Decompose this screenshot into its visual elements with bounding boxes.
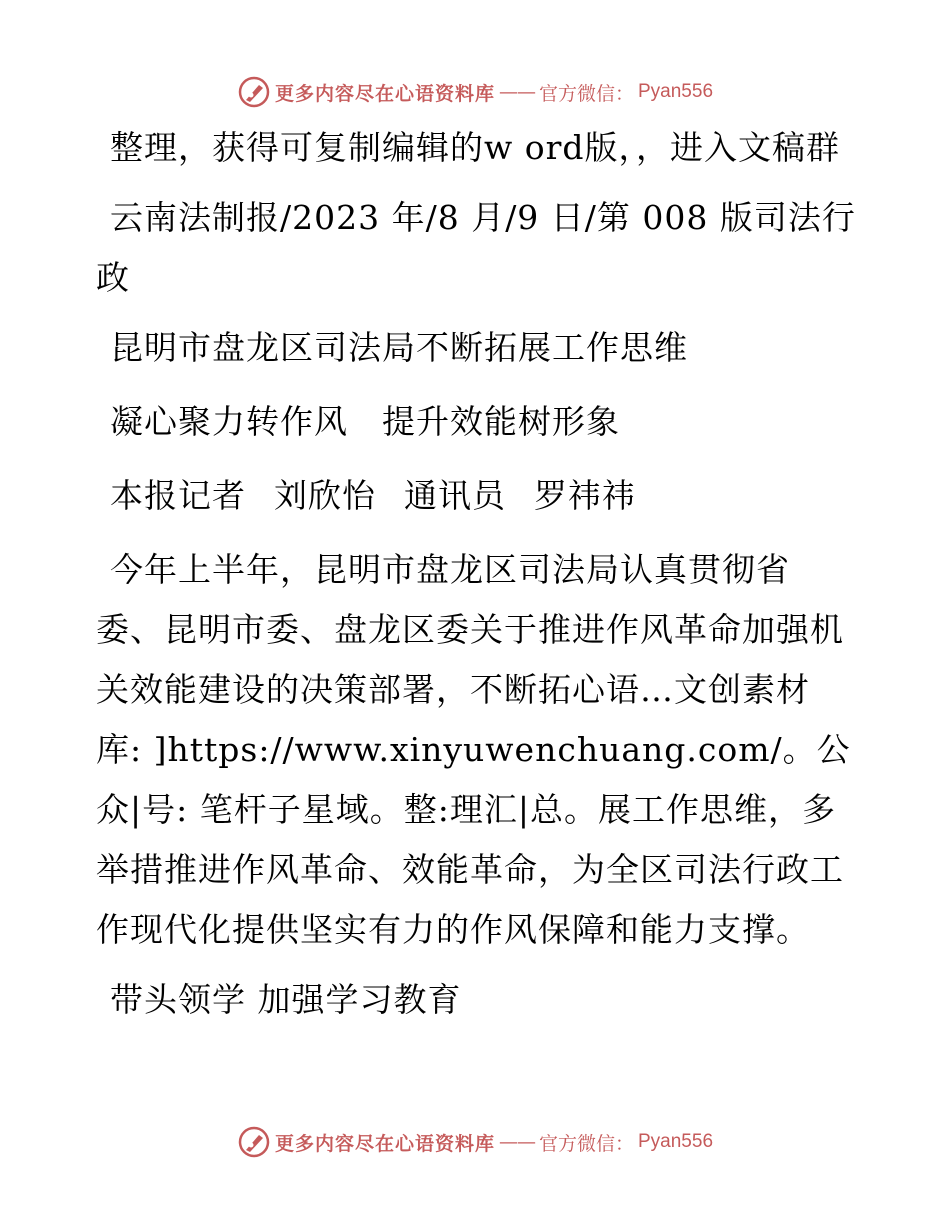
byline — [96, 466, 856, 526]
paragraph-source: 云南法制报/2023 年/8 月/9 日/第 008 版司法行政 — [96, 198, 856, 297]
section-heading: 带头领学 加强学习教育 — [110, 980, 462, 1019]
document-body — [96, 118, 856, 1044]
contact-id: Pyan556 — [638, 1131, 714, 1152]
contact-label: 官方微信： — [538, 1132, 634, 1155]
headline-main: 昆明市盘龙区司法局不断拓展工作思维 — [110, 328, 688, 367]
correspondent-name-b: 祎祎 — [568, 476, 636, 515]
correspondent-label: 通讯员 — [404, 476, 506, 515]
correspondent-name-a: 罗 — [534, 476, 568, 515]
contact-id: Pyan556 — [638, 81, 714, 102]
reporter-label: 本报记者 — [110, 476, 246, 515]
header-watermark — [0, 72, 950, 112]
pen-logo-icon — [237, 1125, 271, 1159]
brand-dash: —— — [498, 81, 535, 103]
pen-logo-icon — [237, 75, 271, 109]
brand-banner — [237, 75, 713, 109]
contact-label: 官方微信： — [538, 82, 634, 105]
headline-sub: 凝心聚力转作风 提升效能树形象 — [110, 402, 620, 441]
brand-text: 更多内容尽在心语资料库 — [274, 82, 495, 105]
footer-watermark — [0, 1122, 950, 1162]
brand-dash: —— — [498, 1131, 535, 1153]
brand-banner-footer — [237, 1125, 713, 1159]
paragraph-intro: 整理，获得可复制编辑的w ord版，，进入文稿群 — [110, 128, 841, 167]
paragraph-body: 今年上半年，昆明市盘龙区司法局认真贯彻省委、昆明市委、盘龙区委关于推进作风革命加强机关效能建设的决策部署，不断拓心语…文创素材库: ]https://www.xinyuwenchuang.com/。公众|号: 笔杆子星域。整:理汇|总。展工作思维，多举措推进作风革命、效能革命，为全区司法行政工作现代化提供坚实有力的作风保障和能力支撑。 — [96, 550, 851, 949]
brand-text: 更多内容尽在心语资料库 — [274, 1132, 495, 1155]
reporter-name: 刘欣怡 — [274, 476, 376, 515]
